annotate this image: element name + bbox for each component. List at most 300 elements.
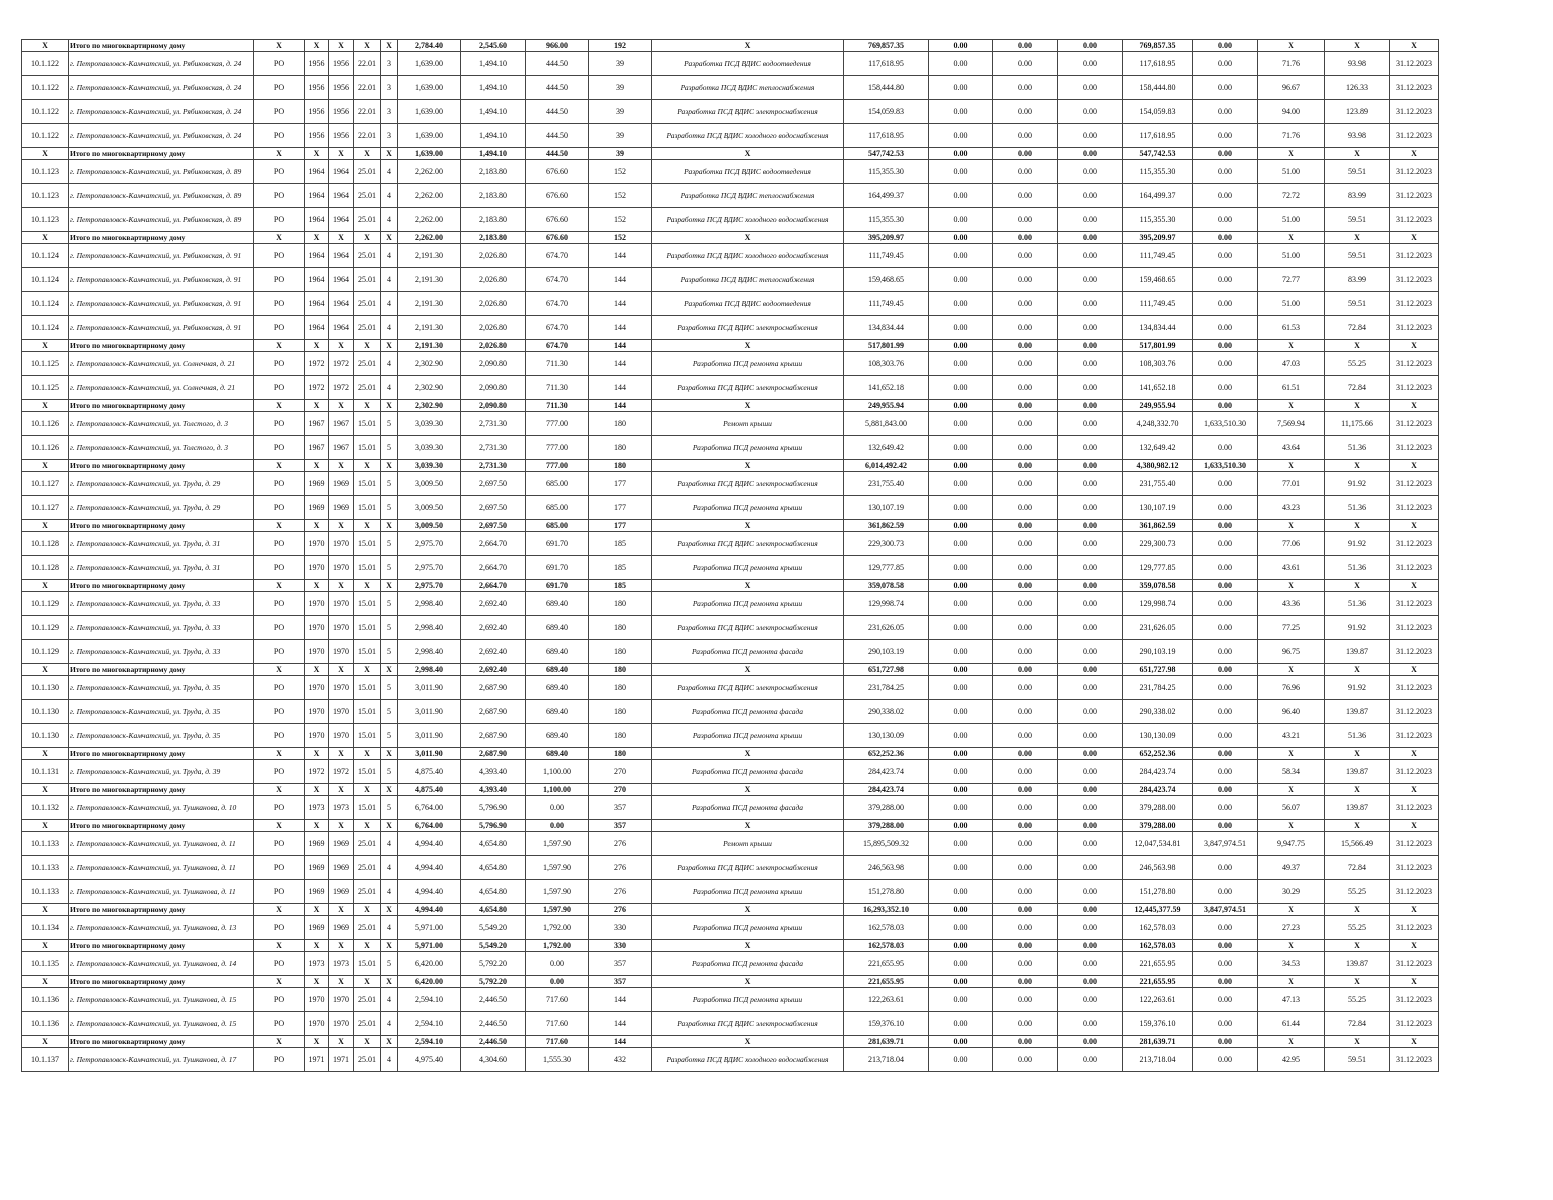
cell-address: г. Петропавловск-Камчатский, ул. Труда, д. 39 — [69, 760, 254, 784]
cell-unit-cost: X — [1258, 748, 1325, 760]
cell-fund-2: 0.00 — [993, 100, 1058, 124]
cell-fund: X — [254, 460, 305, 472]
cell-nonliving-area: 1,597.90 — [526, 832, 589, 856]
cell-nonliving-area: 689.40 — [526, 700, 589, 724]
cell-fund-2: 0.00 — [993, 340, 1058, 352]
cell-total-cost: 769,857.35 — [844, 40, 929, 52]
cell-residents: 177 — [589, 520, 652, 532]
cell-total-area: 2,191.30 — [398, 268, 461, 292]
cell-unit-limit: X — [1325, 784, 1390, 796]
cell-fund-2: 0.00 — [993, 232, 1058, 244]
cell-unit-limit: 55.25 — [1325, 988, 1390, 1012]
cell-year-built: 1964 — [305, 184, 329, 208]
cell-unit-cost: 58.34 — [1258, 760, 1325, 784]
cell-floors: 5 — [381, 496, 398, 520]
cell-date: X — [354, 940, 381, 952]
cell-living-area: 5,796.90 — [461, 796, 526, 820]
cell-floors: 4 — [381, 376, 398, 400]
cell-fund-5: 0.00 — [1193, 160, 1258, 184]
cell-fund-3: 0.00 — [1058, 520, 1123, 532]
cell-fund: РО — [254, 676, 305, 700]
cell-date: X — [354, 232, 381, 244]
cell-label: Итого по многоквартирному дому — [69, 232, 254, 244]
cell-work-type: X — [652, 400, 844, 412]
cell-unit-limit: 55.25 — [1325, 880, 1390, 904]
cell-unit-limit: 11,175.66 — [1325, 412, 1390, 436]
cell-address: г. Петропавловск-Камчатский, ул. Тушканова, д. 11 — [69, 832, 254, 856]
cell-fund-5: 0.00 — [1193, 916, 1258, 940]
cell-fund-4: 359,078.58 — [1123, 580, 1193, 592]
cell-nonliving-area: 717.60 — [526, 988, 589, 1012]
cell-address: г. Петропавловск-Камчатский, ул. Тушканова, д. 10 — [69, 796, 254, 820]
cell-total-cost: 231,755.40 — [844, 472, 929, 496]
cell-work-type: Разработка ПСД ремонта крыши — [652, 352, 844, 376]
cell-date: X — [354, 976, 381, 988]
cell-total-cost: 130,130.09 — [844, 724, 929, 748]
cell-year-commissioned: 1970 — [329, 676, 354, 700]
cell-unit-limit: 83.99 — [1325, 268, 1390, 292]
cell-fund-3: 0.00 — [1058, 100, 1123, 124]
cell-fund-1: 0.00 — [929, 796, 993, 820]
total-row — [22, 904, 1439, 916]
cell-fund-2: 0.00 — [993, 352, 1058, 376]
cell-fund-3: 0.00 — [1058, 940, 1123, 952]
cell-year-built: 1970 — [305, 592, 329, 616]
cell-fund-1: 0.00 — [929, 184, 993, 208]
cell-fund-5: 0.00 — [1193, 640, 1258, 664]
table-row — [22, 436, 1439, 460]
cell-end-date: X — [1390, 40, 1439, 52]
cell-fund: РО — [254, 472, 305, 496]
cell-fund-2: 0.00 — [993, 460, 1058, 472]
cell-work-type: X — [652, 820, 844, 832]
cell-nonliving-area: 0.00 — [526, 796, 589, 820]
cell-total-cost: 117,618.95 — [844, 124, 929, 148]
cell-floors: X — [381, 1036, 398, 1048]
cell-floors: 4 — [381, 1012, 398, 1036]
cell-year-built: 1964 — [305, 208, 329, 232]
cell-fund-2: 0.00 — [993, 532, 1058, 556]
cell-fund-1: 0.00 — [929, 724, 993, 748]
cell-living-area: 2,183.80 — [461, 160, 526, 184]
cell-unit-limit: X — [1325, 976, 1390, 988]
cell-work-type: Разработка ПСД ремонта крыши — [652, 436, 844, 460]
cell-fund: РО — [254, 832, 305, 856]
cell-unit-limit: 51.36 — [1325, 496, 1390, 520]
cell-fund-1: 0.00 — [929, 292, 993, 316]
cell-unit-cost: 96.75 — [1258, 640, 1325, 664]
cell-fund: X — [254, 340, 305, 352]
cell-living-area: 2,026.80 — [461, 316, 526, 340]
cell-residents: 144 — [589, 1036, 652, 1048]
cell-total-cost: 111,749.45 — [844, 244, 929, 268]
cell-total-area: 5,971.00 — [398, 940, 461, 952]
cell-end-date: X — [1390, 820, 1439, 832]
cell-year-built: X — [305, 784, 329, 796]
cell-date: 25.01 — [354, 268, 381, 292]
cell-unit-limit: X — [1325, 40, 1390, 52]
cell-living-area: 4,654.80 — [461, 832, 526, 856]
cell-fund-1: 0.00 — [929, 232, 993, 244]
cell-work-type: Разработка ПСД ВДИС электроснабжения — [652, 676, 844, 700]
cell-fund-2: 0.00 — [993, 856, 1058, 880]
cell-work-type: Разработка ПСД ремонта фасада — [652, 700, 844, 724]
cell-floors: X — [381, 232, 398, 244]
cell-end-date: 31.12.2023 — [1390, 352, 1439, 376]
cell-nonliving-area: 444.50 — [526, 124, 589, 148]
cell-fund-1: 0.00 — [929, 580, 993, 592]
cell-fund-2: 0.00 — [993, 796, 1058, 820]
table-row — [22, 352, 1439, 376]
cell-total-area: 2,784.40 — [398, 40, 461, 52]
cell-residents: 177 — [589, 496, 652, 520]
cell-residents: 144 — [589, 988, 652, 1012]
cell-total-cost: 231,626.05 — [844, 616, 929, 640]
cell-fund: РО — [254, 52, 305, 76]
table-row — [22, 376, 1439, 400]
cell-year-built: 1969 — [305, 472, 329, 496]
cell-fund-1: 0.00 — [929, 976, 993, 988]
cell-date: 25.01 — [354, 376, 381, 400]
cell-work-type: Разработка ПСД ремонта крыши — [652, 556, 844, 580]
cell-unit-limit: 91.92 — [1325, 616, 1390, 640]
cell-end-date: X — [1390, 460, 1439, 472]
cell-fund-5: 0.00 — [1193, 796, 1258, 820]
cell-end-date: 31.12.2023 — [1390, 292, 1439, 316]
cell-fund: РО — [254, 916, 305, 940]
cell-unit-limit: 72.84 — [1325, 376, 1390, 400]
cell-nonliving-area: 689.40 — [526, 616, 589, 640]
cell-address: г. Петропавловск-Камчатский, ул. Труда, д. 31 — [69, 556, 254, 580]
cell-year-commissioned: 1970 — [329, 616, 354, 640]
cell-address: г. Петропавловск-Камчатский, ул. Тушканова, д. 15 — [69, 1012, 254, 1036]
cell-fund-4: 159,376.10 — [1123, 1012, 1193, 1036]
cell-total-area: 3,011.90 — [398, 700, 461, 724]
cell-nonliving-area: 689.40 — [526, 664, 589, 676]
cell-fund-3: 0.00 — [1058, 460, 1123, 472]
cell-end-date: 31.12.2023 — [1390, 832, 1439, 856]
cell-year-commissioned: 1973 — [329, 952, 354, 976]
cell-number: 10.1.128 — [22, 532, 69, 556]
cell-fund-5: 0.00 — [1193, 520, 1258, 532]
cell-work-type: Разработка ПСД ВДИС холодного водоснабжения — [652, 208, 844, 232]
cell-end-date: X — [1390, 784, 1439, 796]
cell-address: г. Петропавловск-Камчатский, ул. Труда, д. 29 — [69, 472, 254, 496]
cell-residents: 39 — [589, 52, 652, 76]
cell-fund-2: 0.00 — [993, 640, 1058, 664]
cell-address: г. Петропавловск-Камчатский, ул. Труда, д. 33 — [69, 616, 254, 640]
cell-total-cost: 281,639.71 — [844, 1036, 929, 1048]
cell-residents: 276 — [589, 904, 652, 916]
cell-year-commissioned: 1969 — [329, 856, 354, 880]
cell-year-commissioned: 1964 — [329, 316, 354, 340]
cell-work-type: Разработка ПСД ВДИС электроснабжения — [652, 1012, 844, 1036]
cell-total-cost: 231,784.25 — [844, 676, 929, 700]
cell-residents: 185 — [589, 580, 652, 592]
cell-fund-3: 0.00 — [1058, 160, 1123, 184]
cell-unit-cost: 43.61 — [1258, 556, 1325, 580]
cell-work-type: X — [652, 1036, 844, 1048]
cell-fund-3: 0.00 — [1058, 700, 1123, 724]
cell-number: 10.1.128 — [22, 556, 69, 580]
cell-fund-4: 221,655.95 — [1123, 952, 1193, 976]
cell-total-cost: 132,649.42 — [844, 436, 929, 460]
cell-total-cost: 547,742.53 — [844, 148, 929, 160]
cell-total-cost: 162,578.03 — [844, 916, 929, 940]
cell-year-built: 1969 — [305, 856, 329, 880]
cell-residents: 180 — [589, 412, 652, 436]
cell-fund-5: 0.00 — [1193, 340, 1258, 352]
cell-fund-2: 0.00 — [993, 148, 1058, 160]
cell-total-area: 3,011.90 — [398, 748, 461, 760]
cell-total-area: 4,875.40 — [398, 760, 461, 784]
cell-number: 10.1.124 — [22, 268, 69, 292]
cell-end-date: 31.12.2023 — [1390, 1048, 1439, 1072]
cell-fund-5: 0.00 — [1193, 352, 1258, 376]
cell-total-area: 2,302.90 — [398, 376, 461, 400]
cell-fund: X — [254, 1036, 305, 1048]
cell-total-cost: 359,078.58 — [844, 580, 929, 592]
cell-fund-1: 0.00 — [929, 592, 993, 616]
cell-address: г. Петропавловск-Камчатский, ул. Труда, д. 35 — [69, 676, 254, 700]
cell-year-built: 1971 — [305, 1048, 329, 1072]
cell-living-area: 1,494.10 — [461, 52, 526, 76]
cell-unit-limit: 51.36 — [1325, 724, 1390, 748]
cell-fund-3: 0.00 — [1058, 52, 1123, 76]
cell-fund-2: 0.00 — [993, 400, 1058, 412]
cell-date: X — [354, 520, 381, 532]
cell-fund-5: 0.00 — [1193, 124, 1258, 148]
cell-floors: 5 — [381, 616, 398, 640]
cell-total-area: 4,994.40 — [398, 904, 461, 916]
cell-fund-2: 0.00 — [993, 724, 1058, 748]
cell-end-date: X — [1390, 940, 1439, 952]
cell-fund-1: 0.00 — [929, 1036, 993, 1048]
cell-year-built: 1970 — [305, 556, 329, 580]
cell-living-area: 5,792.20 — [461, 952, 526, 976]
cell-nonliving-area: 689.40 — [526, 724, 589, 748]
cell-end-date: 31.12.2023 — [1390, 244, 1439, 268]
cell-nonliving-area: 1,792.00 — [526, 940, 589, 952]
cell-date: 15.01 — [354, 724, 381, 748]
cell-end-date: 31.12.2023 — [1390, 1012, 1439, 1036]
total-row — [22, 148, 1439, 160]
cell-living-area: 2,697.50 — [461, 496, 526, 520]
cell-fund: X — [254, 580, 305, 592]
cell-floors: 4 — [381, 160, 398, 184]
cell-fund-1: 0.00 — [929, 700, 993, 724]
cell-nonliving-area: 0.00 — [526, 952, 589, 976]
cell-fund: РО — [254, 988, 305, 1012]
cell-number: 10.1.130 — [22, 724, 69, 748]
table-row — [22, 76, 1439, 100]
cell-date: X — [354, 40, 381, 52]
cell-unit-cost: X — [1258, 580, 1325, 592]
cell-address: г. Петропавловск-Камчатский, ул. Толстого, д. 3 — [69, 436, 254, 460]
cell-label: Итого по многоквартирному дому — [69, 976, 254, 988]
cell-number: 10.1.124 — [22, 292, 69, 316]
cell-unit-cost: 61.44 — [1258, 1012, 1325, 1036]
cell-fund-4: 132,649.42 — [1123, 436, 1193, 460]
cell-total-area: 4,994.40 — [398, 856, 461, 880]
cell-unit-limit: X — [1325, 940, 1390, 952]
cell-total-cost: 141,652.18 — [844, 376, 929, 400]
cell-floors: 5 — [381, 724, 398, 748]
cell-fund-4: 4,380,982.12 — [1123, 460, 1193, 472]
cell-work-type: Разработка ПСД ВДИС водоотведения — [652, 160, 844, 184]
cell-year-built: 1970 — [305, 1012, 329, 1036]
cell-fund-3: 0.00 — [1058, 724, 1123, 748]
cell-fund-1: 0.00 — [929, 436, 993, 460]
cell-date: X — [354, 748, 381, 760]
cell-date: 25.01 — [354, 160, 381, 184]
cell-fund-1: 0.00 — [929, 400, 993, 412]
cell-total-area: 5,971.00 — [398, 916, 461, 940]
cell-year-built: 1969 — [305, 496, 329, 520]
cell-unit-cost: 96.40 — [1258, 700, 1325, 724]
cell-total-cost: 111,749.45 — [844, 292, 929, 316]
cell-fund-4: 117,618.95 — [1123, 124, 1193, 148]
cell-fund-3: 0.00 — [1058, 916, 1123, 940]
cell-unit-limit: 126.33 — [1325, 76, 1390, 100]
cell-unit-cost: X — [1258, 340, 1325, 352]
cell-total-cost: 115,355.30 — [844, 160, 929, 184]
cell-label: Итого по многоквартирному дому — [69, 820, 254, 832]
cell-fund-2: 0.00 — [993, 184, 1058, 208]
cell-fund-5: 0.00 — [1193, 976, 1258, 988]
cell-unit-cost: X — [1258, 520, 1325, 532]
cell-total-cost: 229,300.73 — [844, 532, 929, 556]
cell-number: X — [22, 460, 69, 472]
cell-work-type: X — [652, 784, 844, 796]
cell-fund-1: 0.00 — [929, 940, 993, 952]
cell-residents: 357 — [589, 796, 652, 820]
cell-unit-cost: 9,947.75 — [1258, 832, 1325, 856]
cell-fund-2: 0.00 — [993, 496, 1058, 520]
cell-fund-4: 290,103.19 — [1123, 640, 1193, 664]
cell-number: X — [22, 232, 69, 244]
cell-unit-cost: X — [1258, 40, 1325, 52]
cell-year-commissioned: X — [329, 976, 354, 988]
cell-year-built: 1970 — [305, 988, 329, 1012]
cell-address: г. Петропавловск-Камчатский, ул. Рябиковская, д. 91 — [69, 244, 254, 268]
cell-fund-2: 0.00 — [993, 916, 1058, 940]
cell-year-commissioned: X — [329, 340, 354, 352]
cell-fund: РО — [254, 100, 305, 124]
cell-total-cost: 158,444.80 — [844, 76, 929, 100]
cell-total-area: 4,994.40 — [398, 832, 461, 856]
cell-fund-2: 0.00 — [993, 472, 1058, 496]
cell-fund-3: 0.00 — [1058, 352, 1123, 376]
cell-floors: 3 — [381, 76, 398, 100]
cell-unit-limit: X — [1325, 400, 1390, 412]
cell-living-area: 1,494.10 — [461, 76, 526, 100]
cell-fund-1: 0.00 — [929, 904, 993, 916]
cell-work-type: Разработка ПСД ВДИС теплоснабжения — [652, 76, 844, 100]
cell-end-date: X — [1390, 520, 1439, 532]
cell-fund-5: 0.00 — [1193, 472, 1258, 496]
cell-unit-cost: 43.21 — [1258, 724, 1325, 748]
cell-fund-4: 122,263.61 — [1123, 988, 1193, 1012]
cell-nonliving-area: 444.50 — [526, 100, 589, 124]
table-row — [22, 616, 1439, 640]
cell-label: Итого по многоквартирному дому — [69, 520, 254, 532]
cell-total-cost: 213,718.04 — [844, 1048, 929, 1072]
cell-work-type: Разработка ПСД ВДИС холодного водоснабжения — [652, 1048, 844, 1072]
table-row — [22, 316, 1439, 340]
cell-fund-2: 0.00 — [993, 820, 1058, 832]
cell-fund-3: 0.00 — [1058, 208, 1123, 232]
cell-floors: 4 — [381, 856, 398, 880]
cell-unit-cost: 47.03 — [1258, 352, 1325, 376]
cell-date: 25.01 — [354, 1012, 381, 1036]
cell-number: X — [22, 664, 69, 676]
cell-year-built: 1969 — [305, 832, 329, 856]
cell-fund-2: 0.00 — [993, 268, 1058, 292]
cell-residents: 185 — [589, 556, 652, 580]
cell-unit-limit: 72.84 — [1325, 316, 1390, 340]
cell-total-area: 1,639.00 — [398, 76, 461, 100]
cell-work-type: X — [652, 340, 844, 352]
cell-total-cost: 249,955.94 — [844, 400, 929, 412]
cell-total-area: 2,594.10 — [398, 1012, 461, 1036]
cell-nonliving-area: 1,100.00 — [526, 760, 589, 784]
cell-fund-1: 0.00 — [929, 520, 993, 532]
cell-date: 25.01 — [354, 292, 381, 316]
cell-nonliving-area: 717.60 — [526, 1012, 589, 1036]
cell-fund-3: 0.00 — [1058, 436, 1123, 460]
cell-work-type: Разработка ПСД ремонта крыши — [652, 496, 844, 520]
cell-number: X — [22, 904, 69, 916]
cell-year-built: 1956 — [305, 76, 329, 100]
table-row — [22, 208, 1439, 232]
cell-total-cost: 284,423.74 — [844, 760, 929, 784]
cell-total-area: 1,639.00 — [398, 52, 461, 76]
cell-fund-4: 229,300.73 — [1123, 532, 1193, 556]
cell-number: 10.1.124 — [22, 244, 69, 268]
cell-unit-limit: 139.87 — [1325, 952, 1390, 976]
cell-fund-3: 0.00 — [1058, 580, 1123, 592]
cell-nonliving-area: 674.70 — [526, 244, 589, 268]
cell-end-date: 31.12.2023 — [1390, 472, 1439, 496]
cell-total-cost: 130,107.19 — [844, 496, 929, 520]
cell-year-commissioned: X — [329, 748, 354, 760]
cell-label: Итого по многоквартирному дому — [69, 460, 254, 472]
cell-residents: 144 — [589, 268, 652, 292]
cell-year-commissioned: X — [329, 400, 354, 412]
cell-number: X — [22, 340, 69, 352]
cell-living-area: 2,692.40 — [461, 592, 526, 616]
cell-label: Итого по многоквартирному дому — [69, 400, 254, 412]
cell-total-area: 3,009.50 — [398, 520, 461, 532]
cell-year-built: X — [305, 340, 329, 352]
cell-fund-5: 0.00 — [1193, 940, 1258, 952]
cell-fund: РО — [254, 616, 305, 640]
cell-address: г. Петропавловск-Камчатский, ул. Рябиковская, д. 24 — [69, 52, 254, 76]
cell-unit-limit: 91.92 — [1325, 532, 1390, 556]
cell-fund-5: 0.00 — [1193, 1036, 1258, 1048]
cell-number: 10.1.133 — [22, 832, 69, 856]
cell-year-built: 1970 — [305, 700, 329, 724]
cell-unit-cost: 27.23 — [1258, 916, 1325, 940]
cell-unit-cost: 43.23 — [1258, 496, 1325, 520]
cell-unit-limit: 93.98 — [1325, 52, 1390, 76]
cell-fund-4: 547,742.53 — [1123, 148, 1193, 160]
cell-year-commissioned: 1972 — [329, 376, 354, 400]
cell-floors: 5 — [381, 532, 398, 556]
cell-work-type: Разработка ПСД ремонта фасада — [652, 952, 844, 976]
cell-nonliving-area: 711.30 — [526, 400, 589, 412]
